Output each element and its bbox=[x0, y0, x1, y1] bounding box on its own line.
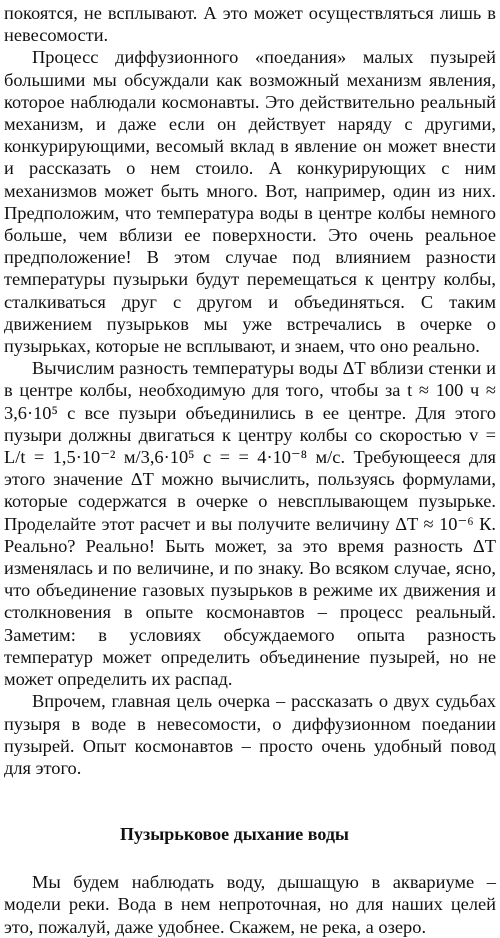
paragraph-conclusion: Впрочем, главная цель очерка – рассказать о двух судьбах пузыря в воде в невесомости, о диффузионном поедании пузырей. Опыт космонавтов – просто очень удобный повод для этого. bbox=[4, 691, 496, 778]
paragraph-aquarium: Мы будем наблюдать воду, дышащую в аквариуме – модели реки. Вода в нем непроточная, но для наших целей это, пожалуй, даже удобнее. Скажем, не река, а озеро. bbox=[4, 872, 496, 937]
paragraph-diffusion-mechanism: Процесс диффузионного «поедания» малых пузырей большими мы обсуждали как возможный механизм явления, которое наблюдали космонавты. Это действительно реальный механизм, и даже если он действует наряду с другими, конкурирующими, весомый вклад в явление он может внести и рассказать о нем стоило. А конкурирующих с ним механизмов может быть много. Вот, например, один из них. Предположим, что температура воды в центре колбы немного больше, чем вблизи ее поверхности. Это очень реальное предположение! В этом случае под влиянием разности температуры пузырьки будут перемещаться к центру колбы, сталкиваться друг с другом и объединяться. С таким движением пузырьков мы уже встречались в очерке о пузырьках, которые не всплывают, и знаем, что оно реально. bbox=[4, 47, 496, 357]
section-gap bbox=[4, 779, 496, 823]
section-heading: Пузырьковое дыхание воды bbox=[120, 824, 349, 845]
paragraph-temperature-calculation: Вычислим разность температуры воды ΔT вблизи стенки и в центре колбы, необходимую для того, чтобы за t ≈ 100 ч ≈ 3,6·10⁵ с все пузыри объединились в ее центре. Для этого пузыри должны двигаться к центру колбы со скоростью v = L/t = 1,5·10⁻² м/3,6·10⁵ с = = 4·10⁻⁸ м/с. Требующееся для этого значение ΔT можно вычислить, пользуясь формулами, которые содержатся в очерке о невсплывающем пузырьке. Проделайте этот расчет и вы получите величину ΔT ≈ 10⁻⁶ К. Реально? Реально! Быть может, за это время разность ΔT изменялась и по величине, и по знаку. Во всяком случае, ясно, что объединение газовых пузырьков в режиме их движения и столкновения в опыте космонавтов – процесс реальный. Заметим: в условиях обсуждаемого опыта разность температур может определить объединение пузырей, но не может определить их распад. bbox=[4, 358, 496, 690]
paragraph-continuation: покоятся, не всплывают. А это может осуществляться лишь в невесомости. bbox=[4, 3, 496, 46]
